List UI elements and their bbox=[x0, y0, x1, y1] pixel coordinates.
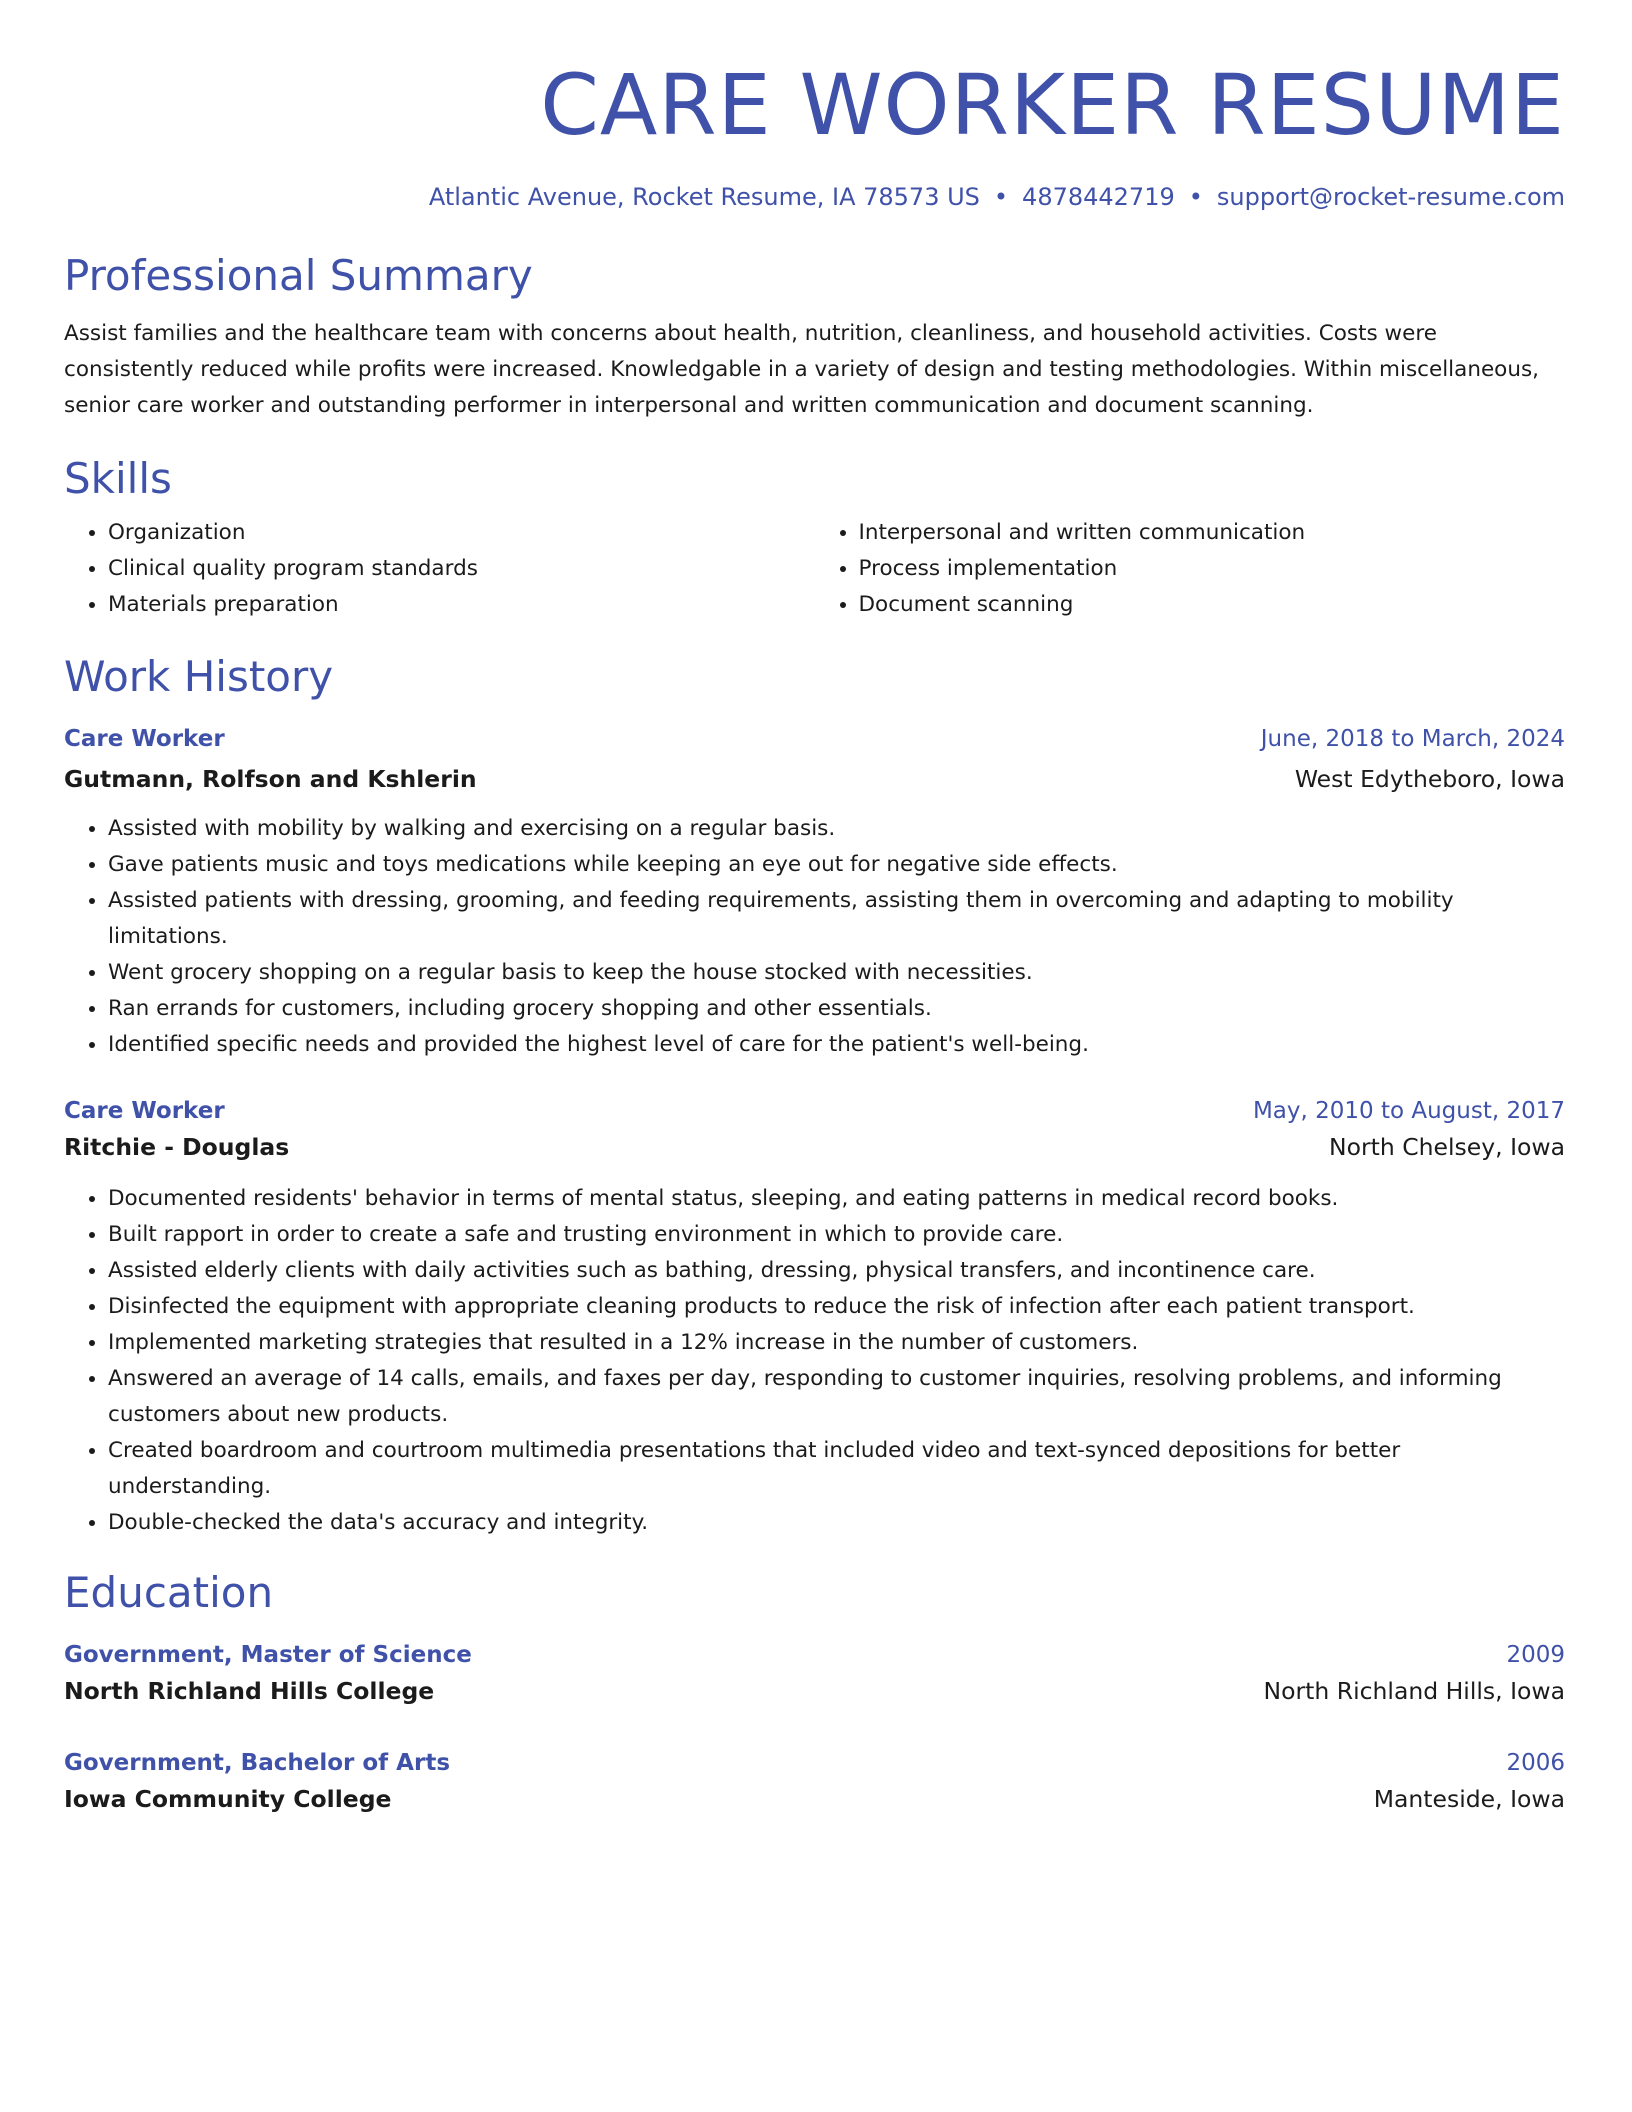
skill-item: • Materials preparation bbox=[108, 587, 815, 623]
summary-section bbox=[64, 250, 1565, 424]
education-heading: Education bbox=[64, 1568, 274, 1617]
education-header-row bbox=[64, 1745, 1565, 1781]
job-entry bbox=[64, 1093, 1565, 1541]
resume-title: CARE WORKER RESUME bbox=[540, 56, 1565, 154]
skills-section bbox=[64, 453, 1565, 623]
skill-item: • Interpersonal and written communication bbox=[859, 515, 1566, 551]
school-name: Iowa Community College bbox=[64, 1785, 392, 1813]
education-section bbox=[64, 1567, 1565, 1817]
job-bullet: • Answered an average of 14 calls, emails, and faxes per day, responding to customer inquiries, resolving problems, and informing customers about new products. bbox=[108, 1361, 1565, 1433]
education-school-row bbox=[64, 1673, 1565, 1709]
email-link[interactable]: support@rocket-resume.com bbox=[1216, 183, 1565, 211]
job-bullet: • Ran errands for customers, including grocery shopping and other essentials. bbox=[108, 991, 1565, 1027]
education-header-row bbox=[64, 1637, 1565, 1673]
work-heading: Work History bbox=[64, 652, 334, 701]
contact-line bbox=[64, 181, 1565, 213]
skill-item: • Clinical quality program standards bbox=[108, 551, 815, 587]
degree-title: Government, Bachelor of Arts bbox=[64, 1750, 451, 1776]
graduation-year: 2006 bbox=[1506, 1750, 1565, 1776]
skill-item: • Process implementation bbox=[859, 551, 1566, 587]
job-location: West Edytheboro, Iowa bbox=[1294, 765, 1565, 793]
resume-page bbox=[64, 0, 1565, 1817]
skill-item: • Organization bbox=[108, 515, 815, 551]
job-bullet: • Created boardroom and courtroom multimedia presentations that included video and text-synced depositions for better understanding. bbox=[108, 1433, 1565, 1505]
job-dates: May, 2010 to August, 2017 bbox=[1252, 1098, 1565, 1124]
job-header-row bbox=[64, 1093, 1565, 1129]
job-entry bbox=[64, 721, 1565, 1063]
skills-list-left bbox=[64, 515, 815, 623]
job-dates: June, 2018 to March, 2024 bbox=[1260, 726, 1565, 752]
skills-list-right bbox=[815, 515, 1566, 623]
job-bullet: • Built rapport in order to create a safe and trusting environment in which to provide care. bbox=[108, 1217, 1565, 1253]
job-bullet: • Assisted patients with dressing, grooming, and feeding requirements, assisting them in overcoming and adapting to mobility limitations. bbox=[108, 883, 1565, 955]
job-bullet: • Assisted with mobility by walking and exercising on a regular basis. bbox=[108, 811, 1565, 847]
separator-dot: • bbox=[1188, 183, 1203, 211]
job-bullet: • Went grocery shopping on a regular basis to keep the house stocked with necessities. bbox=[108, 955, 1565, 991]
job-company-row bbox=[64, 761, 1565, 797]
job-bullets bbox=[64, 1181, 1565, 1541]
job-bullet: • Identified specific needs and provided the highest level of care for the patient's well-being. bbox=[108, 1027, 1565, 1063]
summary-heading: Professional Summary bbox=[64, 251, 533, 300]
education-school-row bbox=[64, 1781, 1565, 1817]
job-bullet: • Documented residents' behavior in terms of mental status, sleeping, and eating patterns in medical record books. bbox=[108, 1181, 1565, 1217]
summary-text: Assist families and the healthcare team with concerns about health, nutrition, cleanliness, and household activities. Costs were consistently reduced while profits were increased. Knowledgable in a variety of design and testing methodologies. Within miscellaneous, senior care worker and outstanding performer in interpersonal and written communication and document scanning. bbox=[64, 321, 1539, 418]
company-name: Gutmann, Rolfson and Kshlerin bbox=[64, 765, 477, 793]
skills-heading: Skills bbox=[64, 454, 172, 503]
degree-title: Government, Master of Science bbox=[64, 1642, 472, 1668]
skills-grid bbox=[64, 515, 1565, 623]
job-title: Care Worker bbox=[64, 726, 225, 752]
education-entry bbox=[64, 1745, 1565, 1817]
job-company-row bbox=[64, 1129, 1565, 1165]
school-name: North Richland Hills College bbox=[64, 1677, 435, 1705]
education-entry bbox=[64, 1637, 1565, 1709]
job-bullets bbox=[64, 811, 1565, 1063]
job-bullet: • Assisted elderly clients with daily activities such as bathing, dressing, physical transfers, and incontinence care. bbox=[108, 1253, 1565, 1289]
separator-dot: • bbox=[993, 183, 1009, 211]
graduation-year: 2009 bbox=[1506, 1642, 1565, 1668]
company-name: Ritchie - Douglas bbox=[64, 1133, 290, 1161]
job-title: Care Worker bbox=[64, 1098, 225, 1124]
job-bullet: • Implemented marketing strategies that resulted in a 12% increase in the number of customers. bbox=[108, 1325, 1565, 1361]
school-location: Manteside, Iowa bbox=[1373, 1785, 1565, 1813]
job-bullet: • Disinfected the equipment with appropriate cleaning products to reduce the risk of infection after each patient transport. bbox=[108, 1289, 1565, 1325]
skill-item: • Document scanning bbox=[859, 587, 1566, 623]
work-section bbox=[64, 651, 1565, 1541]
address-text: Atlantic Avenue, Rocket Resume, IA 78573 US bbox=[428, 183, 980, 211]
school-location: North Richland Hills, Iowa bbox=[1263, 1677, 1565, 1705]
job-location: North Chelsey, Iowa bbox=[1329, 1133, 1565, 1161]
phone-text: 4878442719 bbox=[1022, 183, 1175, 211]
job-bullet: • Gave patients music and toys medications while keeping an eye out for negative side effects. bbox=[108, 847, 1565, 883]
job-header-row bbox=[64, 721, 1565, 757]
job-bullet: • Double-checked the data's accuracy and integrity. bbox=[108, 1505, 1565, 1541]
